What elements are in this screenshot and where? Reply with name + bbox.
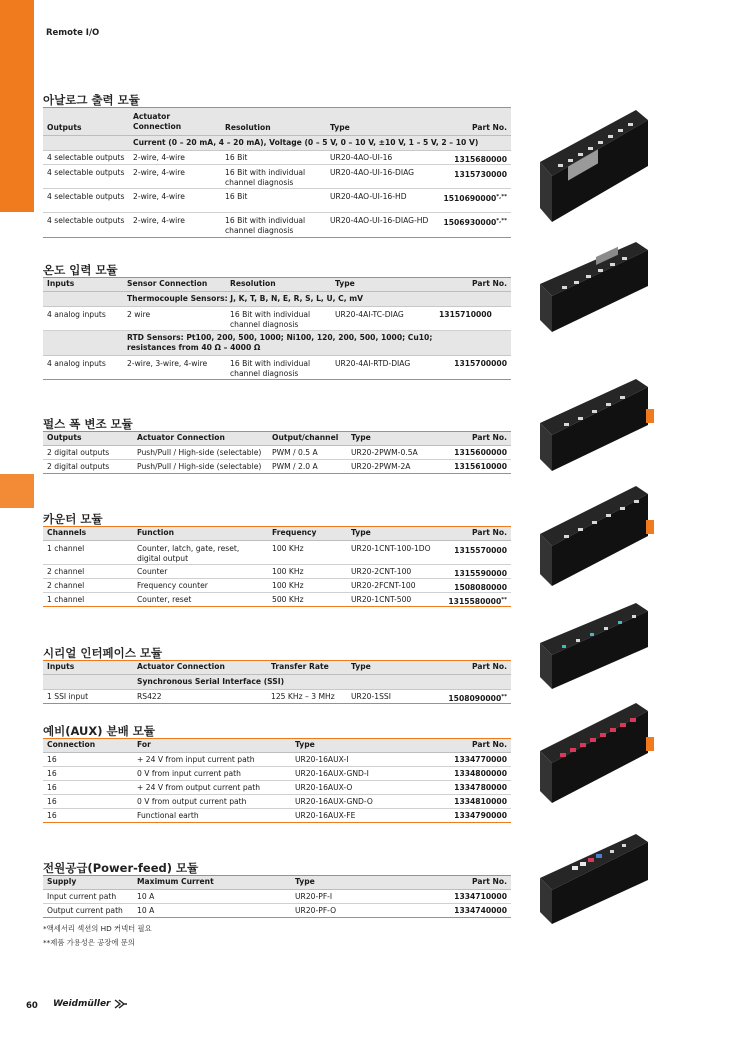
table-header bbox=[43, 278, 511, 292]
module-photo bbox=[538, 828, 653, 928]
aux-distribution-section bbox=[43, 723, 511, 823]
cell: Output current path bbox=[47, 906, 123, 915]
cell: UR20-1CNT-500 bbox=[351, 595, 412, 604]
table-row bbox=[43, 446, 511, 460]
brand-name: Weidmüller bbox=[53, 999, 111, 1009]
part-number: 1334740000 bbox=[454, 906, 507, 915]
col-header: Supply bbox=[47, 877, 77, 886]
table-subheader: Synchronous Serial Interface (SSI) bbox=[43, 675, 511, 690]
cell: UR20-2FCNT-100 bbox=[351, 581, 416, 590]
footnote: *액세서리 섹션의 HD 커넥터 필요 bbox=[43, 924, 152, 933]
col-header: Part No. bbox=[472, 528, 507, 537]
cell: 10 A bbox=[137, 892, 155, 901]
table-row bbox=[43, 795, 511, 809]
orange-margin-tab bbox=[0, 474, 34, 508]
cell: 100 KHz bbox=[272, 544, 304, 553]
cell: 2-wire, 4-wire bbox=[133, 216, 185, 225]
brand-logo bbox=[53, 999, 128, 1009]
cell: 16 bbox=[47, 811, 57, 820]
cell: 1 SSI input bbox=[47, 692, 89, 701]
cell: 2 digital outputs bbox=[47, 448, 110, 457]
table-row bbox=[43, 541, 511, 565]
cell: Counter bbox=[137, 567, 168, 576]
col-header: Type bbox=[295, 740, 315, 749]
col-header: Transfer Rate bbox=[271, 662, 329, 671]
page-header-title: Remote I/O bbox=[46, 28, 100, 38]
cell: UR20-4AO-UI-16-HD bbox=[330, 192, 407, 201]
table-header bbox=[43, 739, 511, 753]
module-photo bbox=[538, 597, 653, 692]
cell: UR20-2PWM-2A bbox=[351, 462, 411, 471]
cell: 500 KHz bbox=[272, 595, 304, 604]
pwm-section bbox=[43, 416, 511, 474]
col-header: Part No. bbox=[472, 433, 507, 442]
cell: UR20-4AO-UI-16 bbox=[330, 153, 393, 162]
col-header: Sensor Connection bbox=[127, 279, 208, 288]
cell: PWM / 2.0 A bbox=[272, 462, 318, 471]
col-header: Resolution bbox=[225, 123, 271, 132]
analog-output-section bbox=[43, 92, 511, 238]
cell: 4 selectable outputs bbox=[47, 153, 125, 162]
part-number: 1315580000** bbox=[448, 597, 507, 606]
cell: 4 selectable outputs bbox=[47, 216, 125, 225]
part-number: 1334780000 bbox=[454, 783, 507, 792]
power-feed-section bbox=[43, 860, 511, 918]
cell: 125 KHz – 3 MHz bbox=[271, 692, 335, 701]
part-number: 1506930000*,** bbox=[443, 218, 507, 227]
cell: Push/Pull / High-side (selectable) bbox=[137, 462, 262, 471]
cell: 4 analog inputs bbox=[47, 310, 106, 319]
cell: UR20-PF-I bbox=[295, 892, 333, 901]
col-header: For bbox=[137, 740, 151, 749]
cell: 4 selectable outputs bbox=[47, 192, 125, 201]
col-header: Channels bbox=[47, 528, 87, 537]
table-row bbox=[43, 165, 511, 189]
table-subheader: RTD Sensors: Pt100, 200, 500, 1000; Ni100, 120, 200, 500, 1000; Cu10; resistances from 40 Ω – 4000 Ω bbox=[43, 331, 511, 356]
part-number: 1334710000 bbox=[454, 892, 507, 901]
module-photo bbox=[538, 480, 658, 590]
module-photo bbox=[538, 697, 658, 807]
cell: 16 bbox=[47, 769, 57, 778]
part-number: 1315710000 bbox=[439, 310, 492, 319]
table-header bbox=[43, 876, 511, 890]
serial-interface-section bbox=[43, 645, 511, 704]
col-header: Part No. bbox=[472, 740, 507, 749]
section-title: 예비(AUX) 분배 모듈 bbox=[43, 723, 511, 739]
cell: UR20-1SSI bbox=[351, 692, 391, 701]
module-photo bbox=[538, 373, 658, 473]
cell: 0 V from input current path bbox=[137, 769, 241, 778]
table-row bbox=[43, 690, 511, 704]
cell: RS422 bbox=[137, 692, 162, 701]
section-title: 아날로그 출력 모듈 bbox=[43, 92, 511, 108]
cell: UR20-2CNT-100 bbox=[351, 567, 412, 576]
col-header: Type bbox=[335, 279, 355, 288]
col-header: Outputs bbox=[47, 123, 82, 132]
col-header: Type bbox=[351, 433, 371, 442]
cell: UR20-16AUX-FE bbox=[295, 811, 356, 820]
table-row bbox=[43, 904, 511, 918]
col-header: Part No. bbox=[472, 123, 507, 132]
cell: 16 Bit with individual channel diagnosis bbox=[230, 310, 311, 329]
counter-section bbox=[43, 511, 511, 607]
col-header: Function bbox=[137, 528, 174, 537]
col-header: Maximum Current bbox=[137, 877, 214, 886]
cell: 2 channel bbox=[47, 567, 85, 576]
col-header: Part No. bbox=[472, 279, 507, 288]
cell: 2 wire bbox=[127, 310, 151, 319]
col-header: Connection bbox=[47, 740, 96, 749]
cell: Frequency counter bbox=[137, 581, 208, 590]
cell: 2 channel bbox=[47, 581, 85, 590]
cell: UR20-16AUX-O bbox=[295, 783, 353, 792]
cell: Counter, reset bbox=[137, 595, 192, 604]
col-header: Inputs bbox=[47, 279, 75, 288]
table-header bbox=[43, 108, 511, 136]
part-number: 1315700000 bbox=[454, 359, 507, 368]
cell: + 24 V from input current path bbox=[137, 755, 255, 764]
cell: UR20-4AO-UI-16-DIAG bbox=[330, 168, 415, 177]
brand-mark-icon bbox=[114, 999, 128, 1009]
part-number: 1334790000 bbox=[454, 811, 507, 820]
table-row bbox=[43, 753, 511, 767]
table-header bbox=[43, 432, 511, 446]
table-row bbox=[43, 593, 511, 607]
cell: 100 KHz bbox=[272, 581, 304, 590]
table-subheader: Current (0 – 20 mA, 4 – 20 mA), Voltage (0 – 5 V, 0 – 10 V, ±10 V, 1 – 5 V, 2 – 10 V) bbox=[43, 136, 511, 151]
part-number: 1315680000 bbox=[454, 155, 507, 164]
part-number: 1334810000 bbox=[454, 797, 507, 806]
cell: 16 Bit with individual channel diagnosis bbox=[225, 216, 306, 235]
col-header: Type bbox=[351, 662, 371, 671]
col-header: Actuator Connection bbox=[133, 112, 182, 131]
table-row bbox=[43, 307, 511, 331]
section-title: 펄스 폭 변조 모듈 bbox=[43, 416, 511, 432]
table-header bbox=[43, 527, 511, 541]
table-row bbox=[43, 579, 511, 593]
orange-margin-bar bbox=[0, 0, 34, 212]
table-row bbox=[43, 460, 511, 474]
cell: 16 Bit with individual channel diagnosis bbox=[225, 168, 306, 187]
col-header: Type bbox=[330, 123, 350, 132]
table-row bbox=[43, 890, 511, 904]
col-header: Type bbox=[351, 528, 371, 537]
section-title: 온도 입력 모듈 bbox=[43, 262, 511, 278]
cell: Push/Pull / High-side (selectable) bbox=[137, 448, 262, 457]
part-number: 1508080000 bbox=[454, 583, 507, 592]
cell: Input current path bbox=[47, 892, 117, 901]
col-header: Actuator Connection bbox=[137, 662, 225, 671]
table-row bbox=[43, 565, 511, 579]
cell: UR20-4AO-UI-16-DIAG-HD bbox=[330, 216, 429, 225]
part-number: 1315610000 bbox=[454, 462, 507, 471]
table-row bbox=[43, 151, 511, 165]
section-title: 카운터 모듈 bbox=[43, 511, 511, 527]
section-title: 전원공급(Power-feed) 모듈 bbox=[43, 860, 511, 876]
cell: UR20-16AUX-I bbox=[295, 755, 349, 764]
footnote: **제품 가용성은 공장에 문의 bbox=[43, 938, 135, 947]
temperature-input-section bbox=[43, 262, 511, 380]
cell: 2-wire, 4-wire bbox=[133, 192, 185, 201]
cell: Functional earth bbox=[137, 811, 199, 820]
table-row bbox=[43, 781, 511, 795]
col-header: Part No. bbox=[472, 877, 507, 886]
table-header bbox=[43, 661, 511, 675]
module-photo bbox=[538, 236, 653, 336]
col-header: Output/channel bbox=[272, 433, 339, 442]
cell: UR20-4AI-RTD-DIAG bbox=[335, 359, 411, 368]
col-header: Part No. bbox=[472, 662, 507, 671]
module-photo bbox=[538, 104, 653, 224]
table-row bbox=[43, 213, 511, 238]
cell: UR20-PF-O bbox=[295, 906, 337, 915]
col-header: Resolution bbox=[230, 279, 276, 288]
cell: UR20-16AUX-GND-I bbox=[295, 769, 369, 778]
cell: 4 analog inputs bbox=[47, 359, 106, 368]
cell: + 24 V from output current path bbox=[137, 783, 261, 792]
part-number: 1315730000 bbox=[454, 170, 507, 179]
part-number: 1334800000 bbox=[454, 769, 507, 778]
cell: 100 KHz bbox=[272, 567, 304, 576]
col-header: Inputs bbox=[47, 662, 75, 671]
part-number: 1315590000 bbox=[454, 569, 507, 578]
cell: 2-wire, 4-wire bbox=[133, 153, 185, 162]
col-header: Outputs bbox=[47, 433, 82, 442]
cell: 16 bbox=[47, 783, 57, 792]
cell: 2-wire, 4-wire bbox=[133, 168, 185, 177]
cell: 0 V from output current path bbox=[137, 797, 247, 806]
section-title: 시리얼 인터페이스 모듈 bbox=[43, 645, 511, 661]
part-number: 1315570000 bbox=[454, 546, 507, 555]
cell: PWM / 0.5 A bbox=[272, 448, 318, 457]
cell: Counter, latch, gate, reset, digital output bbox=[137, 544, 240, 563]
part-number: 1510690000*,** bbox=[443, 194, 507, 203]
cell: 16 bbox=[47, 797, 57, 806]
col-header: Type bbox=[295, 877, 315, 886]
cell: UR20-4AI-TC-DIAG bbox=[335, 310, 404, 319]
cell: 16 Bit with individual channel diagnosis bbox=[230, 359, 311, 378]
cell: 4 selectable outputs bbox=[47, 168, 125, 177]
col-header: Actuator Connection bbox=[137, 433, 225, 442]
cell: 10 A bbox=[137, 906, 155, 915]
cell: 16 bbox=[47, 755, 57, 764]
cell: UR20-16AUX-GND-O bbox=[295, 797, 373, 806]
table-row bbox=[43, 189, 511, 213]
cell: 2-wire, 3-wire, 4-wire bbox=[127, 359, 208, 368]
cell: 1 channel bbox=[47, 595, 85, 604]
cell: UR20-2PWM-0.5A bbox=[351, 448, 418, 457]
page-number: 60 bbox=[26, 1001, 38, 1011]
cell: 1 channel bbox=[47, 544, 85, 553]
part-number: 1334770000 bbox=[454, 755, 507, 764]
part-number: 1315600000 bbox=[454, 448, 507, 457]
table-row bbox=[43, 356, 511, 380]
cell: UR20-1CNT-100-1DO bbox=[351, 544, 431, 553]
table-subheader: Thermocouple Sensors: J, K, T, B, N, E, R, S, L, U, C, mV bbox=[43, 292, 511, 307]
part-number: 1508090000** bbox=[448, 694, 507, 703]
table-row bbox=[43, 809, 511, 823]
col-header: Frequency bbox=[272, 528, 317, 537]
table-row bbox=[43, 767, 511, 781]
cell: 16 Bit bbox=[225, 192, 248, 201]
cell: 16 Bit bbox=[225, 153, 248, 162]
cell: 2 digital outputs bbox=[47, 462, 110, 471]
